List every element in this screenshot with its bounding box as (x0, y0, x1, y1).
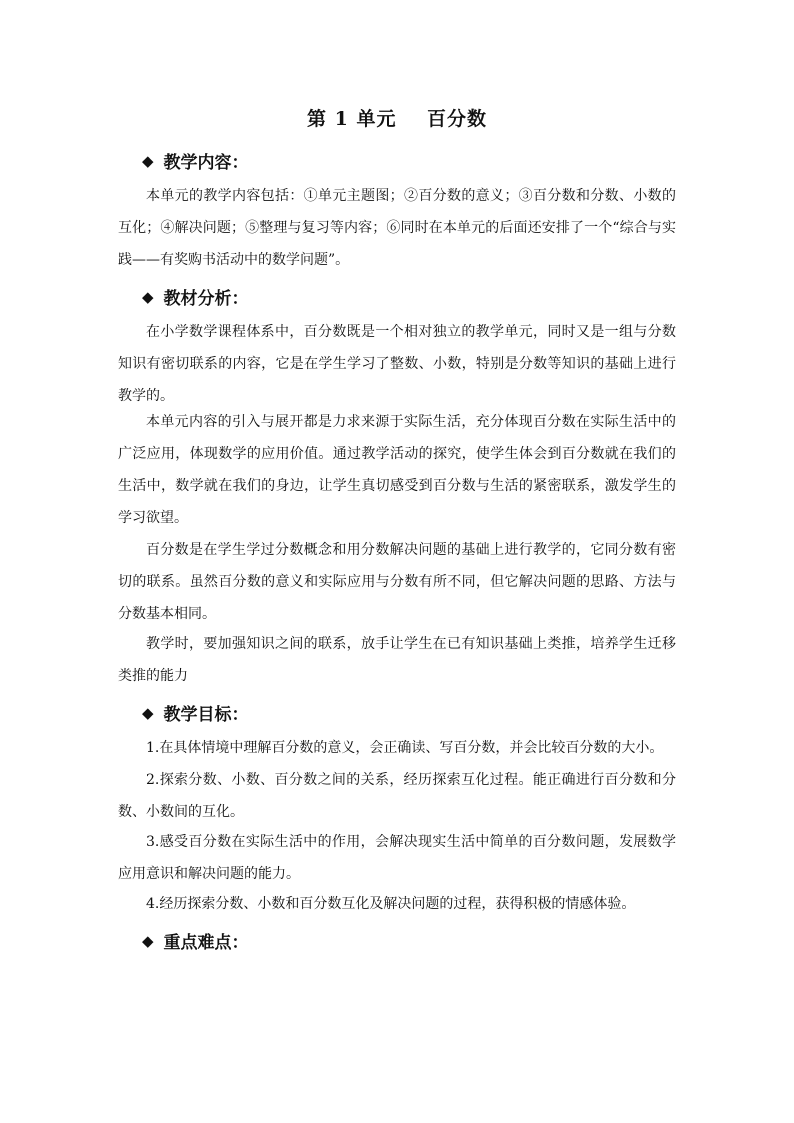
analysis-paragraph-3: 百分数是在学生学过分数概念和用分数解决问题的基础上进行教学的，它同分数有密切的联系。虽然百分数的意义和实际应用与分数有所不同，但它解决问题的思路、方法与分数基本相同。 (118, 542, 676, 622)
diamond-bullet-icon: ◆ (142, 151, 154, 170)
analysis-paragraph-2: 本单元内容的引入与展开都是力求来源于实际生活，充分体现百分数在实际生活中的广泛应用，体现数学的应用价值。通过教学活动的探究，使学生体会到百分数就在我们的生活中，数学就在我们的身边，让学生真切感受到百分数与生活的紧密联系，激发学生的学习欲望。 (118, 414, 676, 526)
page-title: 第 1 单元 百分数 (307, 108, 487, 130)
analysis-paragraph-4: 教学时，要加强知识之间的联系，放手让学生在已有知识基础上类推，培养学生迁移类推的能力 (118, 636, 676, 684)
section-heading-label: 教材分析： (163, 289, 249, 309)
diamond-bullet-icon: ◆ (142, 287, 154, 306)
section-heading-label: 教学目标： (163, 705, 249, 725)
section-heading-key-points (142, 928, 249, 953)
section-heading-goals (142, 700, 249, 725)
section-heading-analysis (142, 284, 249, 309)
goal-item-1: 1.在具体情境中理解百分数的意义，会正确读、写百分数，并会比较百分数的大小。 (146, 740, 664, 756)
goal-item-4: 4.经历探索分数、小数和百分数互化及解决问题的过程，获得积极的情感体验。 (146, 896, 636, 912)
analysis-paragraph-1: 在小学数学课程体系中，百分数既是一个相对独立的教学单元，同时又是一组与分数知识有密切联系的内容，它是在学生学习了整数、小数，特别是分数等知识的基础上进行教学的。 (118, 324, 676, 404)
section-heading-label: 教学内容： (163, 153, 249, 173)
goal-item-2: 2.探索分数、小数、百分数之间的关系，经历探索互化过程。能正确进行百分数和分数、小数间的互化。 (118, 772, 676, 820)
diamond-bullet-icon: ◆ (142, 703, 154, 722)
goal-item-3: 3.感受百分数在实际生活中的作用，会解决现实生活中简单的百分数问题，发展数学应用意识和解决问题的能力。 (118, 834, 676, 882)
section-heading-content (142, 148, 249, 173)
diamond-bullet-icon: ◆ (142, 931, 154, 950)
section-heading-label: 重点难点： (163, 933, 249, 953)
content-paragraph-1: 本单元的教学内容包括：①单元主题图；②百分数的意义；③百分数和分数、小数的互化；④解决问题；⑤整理与复习等内容；⑥同时在本单元的后面还安排了一个“综合与实践——有奖购书活动中的数学问题”。 (118, 188, 676, 268)
